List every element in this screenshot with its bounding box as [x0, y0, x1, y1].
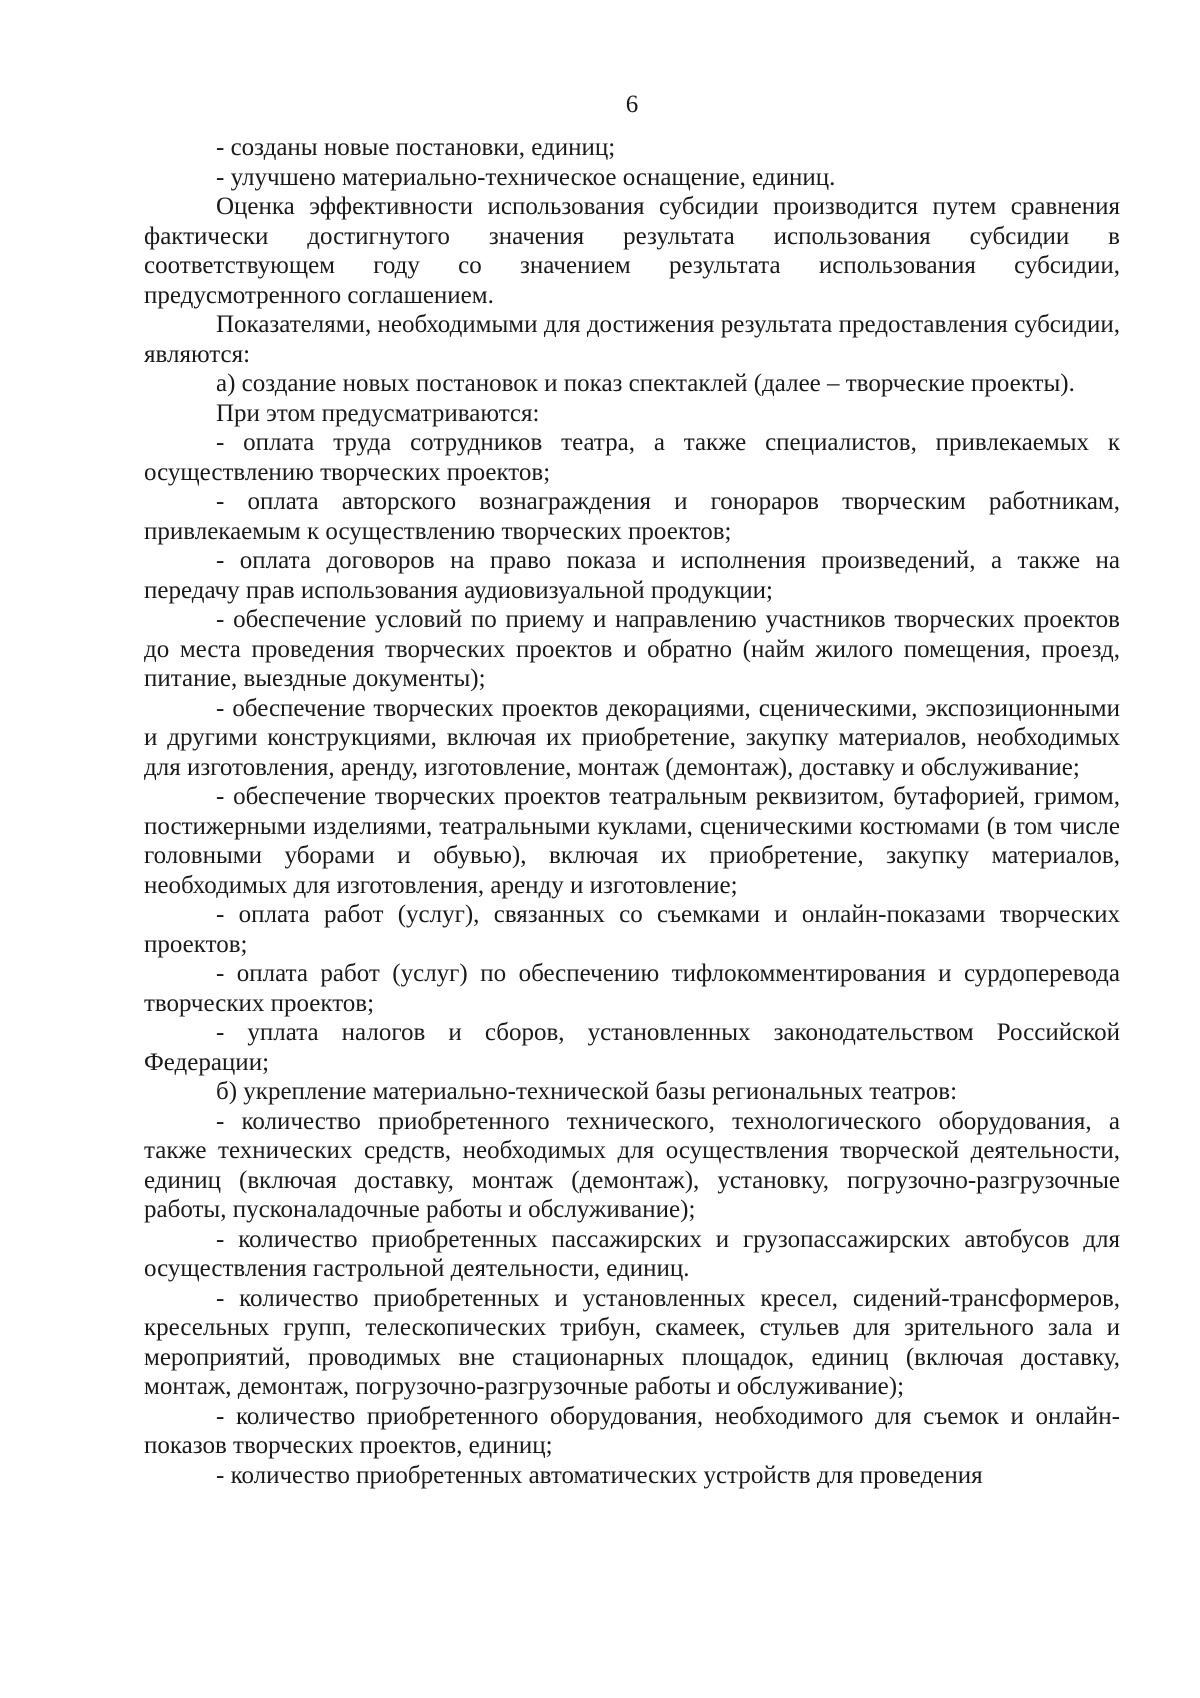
- paragraph: - количество приобретенных автоматических устройств для проведения: [216, 1461, 983, 1489]
- paragraph: - количество приобретенного оборудования, необходимого для съемок и онлайн-показов творческих проектов, единиц;: [144, 1402, 1120, 1459]
- paragraph: При этом предусматриваются:: [216, 399, 540, 427]
- paragraph: б) укрепление материально-технической базы региональных театров:: [216, 1078, 958, 1105]
- paragraph: Показателями, необходимыми для достижения результата предоставления субсидии, являются:: [144, 311, 1120, 368]
- paragraph: - созданы новые постановки, единиц;: [216, 134, 616, 161]
- paragraph: - улучшено материально-техническое оснащение, единиц.: [216, 163, 836, 191]
- paragraph: - оплата работ (услуг) по обеспечению тифлокомментирования и сурдоперевода творческих проектов;: [144, 960, 1120, 1017]
- paragraph: - количество приобретенных и установленных кресел, сидений-трансформеров, кресельных групп, телескопических трибун, скамеек, стульев для зрительного зала и мероприятий, проводимых вне стационарных площадок, единиц (включая доставку, монтаж, демонтаж, погрузочно-разгрузочные работы и обслуживание);: [144, 1284, 1120, 1400]
- paragraph: - оплата договоров на право показа и исполнения произведений, а также на передачу прав использования аудиовизуальной продукции;: [144, 547, 1120, 604]
- paragraph: - оплата труда сотрудников театра, а также специалистов, привлекаемых к осуществлению творческих проектов;: [144, 429, 1120, 486]
- paragraph: - обеспечение условий по приему и направлению участников творческих проектов до места проведения творческих проектов и обратно (найм жилого помещения, проезд, питание, выездные документы);: [144, 606, 1120, 692]
- paragraph: - оплата работ (услуг), связанных со съемками и онлайн-показами творческих проектов;: [144, 901, 1120, 958]
- page-number: 6: [625, 91, 639, 118]
- paragraph: - обеспечение творческих проектов декорациями, сценическими, экспозиционными и другими конструкциями, включая их приобретение, закупку материалов, необходимых для изготовления, аренду, изготовление, монтаж (демонтаж), доставку и обслуживание;: [144, 694, 1120, 781]
- paragraph: а) создание новых постановок и показ спектаклей (далее – творческие проекты).: [216, 370, 1075, 397]
- document-body: [144, 133, 1120, 1490]
- paragraph: - уплата налогов и сборов, установленных законодательством Российской Федерации;: [144, 1019, 1120, 1076]
- paragraph: - оплата авторского вознаграждения и гонораров творческим работникам, привлекаемым к осуществлению творческих проектов;: [144, 488, 1120, 545]
- paragraph: - обеспечение творческих проектов театральным реквизитом, бутафорией, гримом, постижерными изделиями, театральными куклами, сценическими костюмами (в том числе головными уборами и обувью), включая их приобретение, закупку материалов, необходимых для изготовления, аренду и изготовление;: [144, 783, 1120, 899]
- paragraph: - количество приобретенных пассажирских и грузопассажирских автобусов для осуществления гастрольной деятельности, единиц.: [144, 1225, 1120, 1282]
- paragraph: - количество приобретенного технического, технологического оборудования, а также технических средств, необходимых для осуществления творческой деятельности, единиц (включая доставку, монтаж (демонтаж), установку, погрузочно-разгрузочные работы, пусконаладочные работы и обслуживание);: [144, 1107, 1120, 1223]
- paragraph: Оценка эффективности использования субсидии производится путем сравнения фактически достигнутого значения результата использования субсидии в соответствующем году со значением результата использования субсидии, предусмотренного соглашением.: [144, 193, 1120, 309]
